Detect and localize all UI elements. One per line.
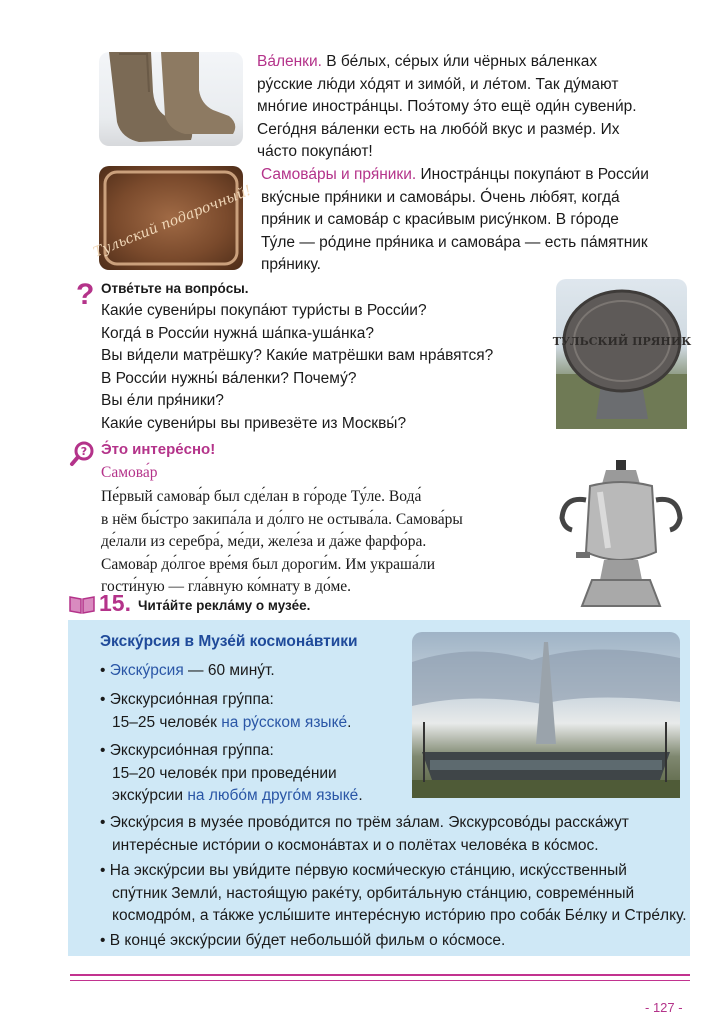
footer-rule bbox=[70, 974, 690, 976]
bullet-text: космодро́м, а та́кже услы́шите интере́сную исто́рию про соба́к Бе́лку и Стре́лку. bbox=[112, 907, 687, 924]
samovars-paragraph bbox=[261, 164, 701, 277]
interesting-subtitle: Самова́р bbox=[101, 464, 158, 481]
interesting-line: Пе́рвый самова́р был сде́лан в го́роде Ту́ле. Вода́ bbox=[101, 488, 422, 505]
footer-rule bbox=[70, 980, 690, 981]
interesting-line: де́лали из серебра́, ме́ди, желе́за и да́же фарфо́ра. bbox=[101, 533, 427, 550]
ad-bullet: • Экскурсио́нная гру́ппа: 15–25 челове́к на ру́сском языке́. bbox=[100, 691, 352, 731]
valenki-title: Ва́ленки. bbox=[257, 53, 322, 70]
monument-inscription: ТУЛЬСКИЙ ПРЯНИК bbox=[552, 335, 692, 348]
samovars-line: пря́ник и самова́р с краси́вым рису́нком. В го́роде bbox=[261, 211, 619, 228]
bullet-text: интере́сные исто́рии о космона́втах и о полётах челове́ка в ко́смос. bbox=[112, 836, 599, 854]
ad-title: Экску́рсия в Музе́й космона́втики bbox=[100, 633, 358, 650]
svg-text:?: ? bbox=[80, 445, 88, 458]
interesting-text bbox=[101, 486, 551, 599]
valenki-line: ча́сто покупа́ют! bbox=[257, 143, 373, 160]
bullet-text: Экскурсио́нная гру́ппа: bbox=[109, 691, 274, 708]
valenki-line: ру́сские лю́ди хо́дят и зимо́й, и ле́том. Так ду́мают bbox=[257, 75, 619, 93]
gingerbread-photo bbox=[91, 166, 254, 270]
bullet-text: Экску́рсия в музе́е прово́дится по трём за́лам. Экскурсово́ды расска́жут bbox=[109, 814, 629, 831]
samovars-line: Ту́ле — ро́дине пря́ника и самова́ра — есть па́мятник bbox=[261, 233, 648, 251]
samovars-line: вку́сные пря́ники и самова́ры. О́чень лю́бят, когда́ bbox=[261, 188, 620, 206]
question-line: Когда́ в Росси́и нужна́ ша́пка-уша́нка? bbox=[101, 324, 374, 342]
page-number: - 127 - bbox=[645, 1000, 683, 1015]
bullet-highlight: на ру́сском языке́ bbox=[221, 713, 348, 731]
magnifier-icon bbox=[70, 440, 96, 471]
ad-bullet: • В конце́ экску́рсии бу́дет небольшо́й фильм о ко́смосе. bbox=[100, 932, 506, 949]
ad-bullet: • Экскурсио́нная гру́ппа: 15–20 челове́к при проведе́нии экску́рсии на любо́м друго́м языке́. bbox=[100, 740, 410, 808]
questions-title: Отве́тьте на вопро́сы. bbox=[101, 281, 249, 296]
monument-photo bbox=[552, 279, 692, 429]
question-line: Вы ви́дели матрёшку? Каки́е матрёшки вам нра́вятся? bbox=[101, 347, 494, 364]
valenki-photo bbox=[99, 52, 243, 146]
samovars-line: пря́нику. bbox=[261, 256, 321, 273]
gingerbread-inscription: Тульский подарочный! bbox=[91, 182, 254, 261]
bullet-text: 15–20 челове́к при проведе́нии bbox=[112, 764, 337, 782]
interesting-line: гости́ную — гла́вную ко́мнату в до́ме. bbox=[101, 578, 352, 595]
question-line: Каки́е сувени́ры покупа́ют тури́сты в Росси́и? bbox=[101, 302, 427, 319]
question-line: Каки́е сувени́ры вы привезёте из Москвы́? bbox=[101, 414, 407, 432]
bullet-highlight: на любо́м друго́м языке́ bbox=[187, 787, 359, 804]
interesting-title: Э́то интере́сно! bbox=[101, 441, 216, 458]
bullet-text: . bbox=[358, 787, 363, 804]
bullet-text: — 60 мину́т. bbox=[183, 662, 275, 679]
question-line: В Росси́и нужны́ ва́ленки? Почему́? bbox=[101, 369, 357, 387]
valenki-line: мно́гие иностра́нцы. Поэ́тому э́то ещё оди́н сувени́р. bbox=[257, 98, 637, 115]
bullet-text: . bbox=[347, 713, 352, 731]
samovar-photo bbox=[556, 456, 687, 616]
valenki-line: В бе́лых, се́рых и́ли чёрных ва́ленках bbox=[321, 53, 598, 70]
ad-bullet: • Экску́рсия — 60 мину́т. bbox=[100, 662, 275, 679]
museum-photo bbox=[412, 632, 680, 798]
bullet-text: 15–25 челове́к bbox=[112, 713, 222, 731]
bullet-text: экску́рсии bbox=[112, 787, 188, 804]
question-line: Вы е́ли пря́ники? bbox=[101, 392, 224, 409]
samovars-title: Самова́ры и пря́ники. bbox=[261, 166, 417, 183]
valenki-paragraph bbox=[257, 51, 697, 164]
book-icon bbox=[68, 594, 96, 619]
ad-bullet: • Экску́рсия в музе́е прово́дится по трём за́лам. Экскурсово́ды расска́жут интере́сные исто́рии о космона́втах и о полётах челове́ка в ко́смос. bbox=[100, 812, 690, 857]
bullet-text: спу́тник Земли́, настоя́щую раке́ту, орбита́льную ста́нцию, совреме́нный bbox=[112, 884, 635, 902]
interesting-line: в нём бы́стро закипа́ла и до́лго не остыва́ла. Самова́ры bbox=[101, 510, 463, 528]
bullet-text: Экскурсио́нная гру́ппа: bbox=[109, 742, 274, 759]
ad-bullet: • На экску́рсии вы уви́дите пе́рвую косми́ческую ста́нцию, иску́сственный спу́тник Земли́, настоя́щую раке́ту, орбита́льную ста́нцию, совреме́нный космодро́м, а та́кже услы́шите интере́сную исто́рию про соба́к Бе́лку и Стре́лку. bbox=[100, 860, 690, 928]
question-icon: ? bbox=[76, 278, 95, 311]
bullet-text: На экску́рсии вы уви́дите пе́рвую косми́ческую ста́нцию, иску́сственный bbox=[109, 862, 627, 879]
bullet-highlight: Экску́рсия bbox=[109, 662, 184, 679]
exercise-instruction: Чита́йте рекла́му о музе́е. bbox=[138, 598, 311, 613]
questions-list bbox=[101, 300, 551, 435]
bullet-text: В конце́ экску́рсии бу́дет небольшо́й фильм о ко́смосе. bbox=[109, 932, 506, 949]
interesting-line: Самова́р до́лгое вре́мя был дороги́м. Им украша́ли bbox=[101, 555, 436, 573]
valenki-line: Сего́дня ва́ленки есть на любо́й вкус и разме́р. Их bbox=[257, 120, 620, 138]
samovars-line: Иностра́нцы покупа́ют в Росси́и bbox=[416, 166, 649, 183]
exercise-number: 15. bbox=[99, 590, 131, 616]
